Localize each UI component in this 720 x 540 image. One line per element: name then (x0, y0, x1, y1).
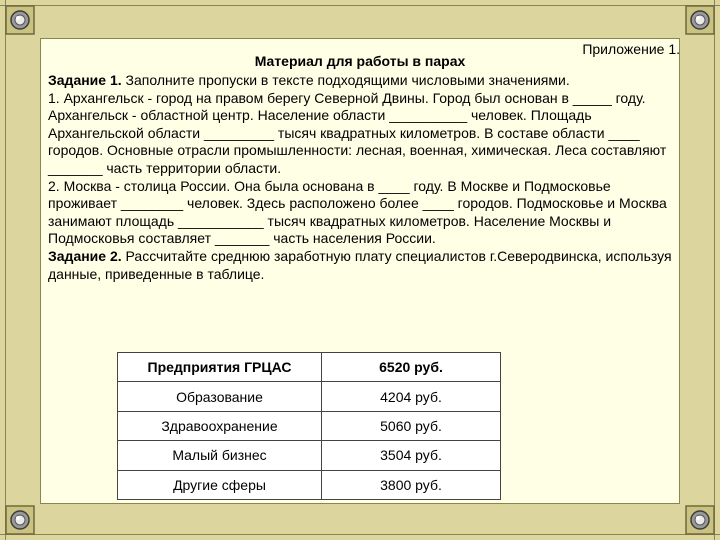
table-cell-sector: Образование (118, 382, 322, 411)
task-text (48, 72, 674, 283)
table-header-cell: Предприятия ГРЦАС (118, 353, 322, 382)
corner-ornament-icon (5, 505, 35, 535)
table-cell-sector: Здравоохранение (118, 411, 322, 440)
frame-rule-bottom-outer (0, 534, 720, 535)
table-cell-sector: Малый бизнес (118, 441, 322, 470)
corner-ornament-icon (5, 5, 35, 35)
corner-ornament-icon (685, 5, 715, 35)
corner-ornament-icon (685, 505, 715, 535)
frame-rule-top-outer (0, 5, 720, 6)
table-row (118, 382, 501, 411)
table-cell-sector: Другие сферы (118, 470, 322, 499)
table-header-row (118, 353, 501, 382)
table-cell-salary: 3800 руб. (322, 470, 501, 499)
frame-rule-left-outer (5, 0, 6, 540)
salary-table (117, 352, 501, 500)
table-cell-salary: 3504 руб. (322, 441, 501, 470)
frame-left-band (0, 0, 40, 540)
table-cell-salary: 5060 руб. (322, 411, 501, 440)
task1-instruction: Заполните пропуски в тексте подходящими числовыми значениями. (121, 72, 570, 88)
appendix-label: Приложение 1. (582, 41, 680, 57)
table-row (118, 411, 501, 440)
table-cell-salary: 4204 руб. (322, 382, 501, 411)
table-row (118, 441, 501, 470)
table-header-cell: 6520 руб. (322, 353, 501, 382)
task1-paragraph-arkhangelsk: 1. Архангельск - город на правом берегу Северной Двины. Город был основан в _____ году. Архангельск - областной центр. Население области __________ человек. Площадь Архангельской области _________ тысяч квадратных километров. В составе области ____ городов. Основные отрасли промышленности: лесная, военная, химическая. Леса составляют _______ часть территории области. (48, 89, 667, 176)
task1-heading (48, 72, 674, 90)
table-row (118, 470, 501, 499)
task2-instruction: Рассчитайте среднюю заработную плату специалистов г.Северодвинска, используя данные, приведенные в таблице. (48, 247, 672, 282)
page-title: Материал для работы в парах (254, 53, 466, 69)
frame-rule-right-outer (714, 0, 715, 540)
task1-label: Задание 1. (48, 72, 122, 88)
task2-label: Задание 2. (48, 247, 122, 264)
task2-heading (48, 248, 674, 283)
task1-paragraph-moscow: 2. Москва - столица России. Она была основана в ____ году. В Москве и Подмосковье проживает ________ человек. Здесь расположено более ____ городов. Подмосковье и Москва занимают площадь ___________ тысяч квадратных километров. Население Москвы и Подмосковья составляет _______ часть населения России. (48, 177, 667, 247)
